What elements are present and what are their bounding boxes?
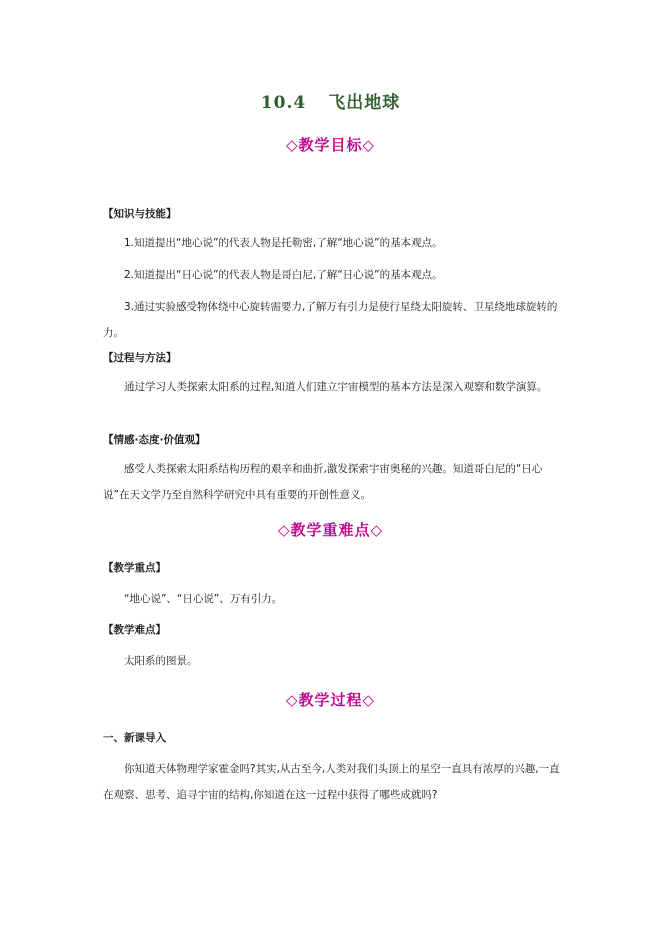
knowledge-item-1: 1.知道提出“地心说”的代表人物是托勒密,了解“地心说”的基本观点。 [124, 237, 443, 249]
heading-method: 【过程与方法】 [103, 352, 177, 364]
key-text: “地心说”、“日心说”、万有引力。 [124, 593, 283, 605]
section-process: ◇教学过程◇ [285, 691, 376, 709]
knowledge-item-3: 3.通过实验感受物体绕中心旋转需要力,了解万有引力是使行星绕太阳旋转、卫星绕地球旋转的力。 [103, 301, 558, 339]
heading-intro: 一、新课导入 [103, 732, 166, 744]
emotion-text: 感受人类探索太阳系结构历程的艰辛和曲折,激发探索宇宙奥秘的兴趣。知道哥白尼的“日心说”在天文学乃至自然科学研究中具有重要的开创性意义。 [103, 463, 543, 501]
knowledge-item-2: 2.知道提出“日心说”的代表人物是哥白尼,了解“日心说”的基本观点。 [124, 269, 443, 281]
lesson-number: 10.4 [260, 93, 307, 113]
intro-text: 你知道天体物理学家霍金吗?其实,从古至今,人类对我们头顶上的星空一直具有浓厚的兴趣,一直在观察、思考、追寻宇宙的结构,你知道在这一过程中获得了哪些成就吗? [103, 763, 560, 801]
heading-knowledge: 【知识与技能】 [103, 208, 177, 220]
difficult-text: 太阳系的图景。 [124, 655, 198, 667]
lesson-title [0, 88, 661, 113]
heading-emotion: 【情感·态度·价值观】 [103, 434, 206, 446]
heading-key: 【教学重点】 [103, 562, 166, 574]
heading-difficult: 【教学难点】 [103, 624, 166, 636]
section-objectives: ◇教学目标◇ [285, 136, 376, 154]
section-key-points: ◇教学重难点◇ [277, 521, 384, 539]
lesson-name: 飞出地球 [328, 93, 401, 113]
method-text: 通过学习人类探索太阳系的过程,知道人们建立宇宙模型的基本方法是深入观察和数学演算。 [124, 381, 548, 393]
